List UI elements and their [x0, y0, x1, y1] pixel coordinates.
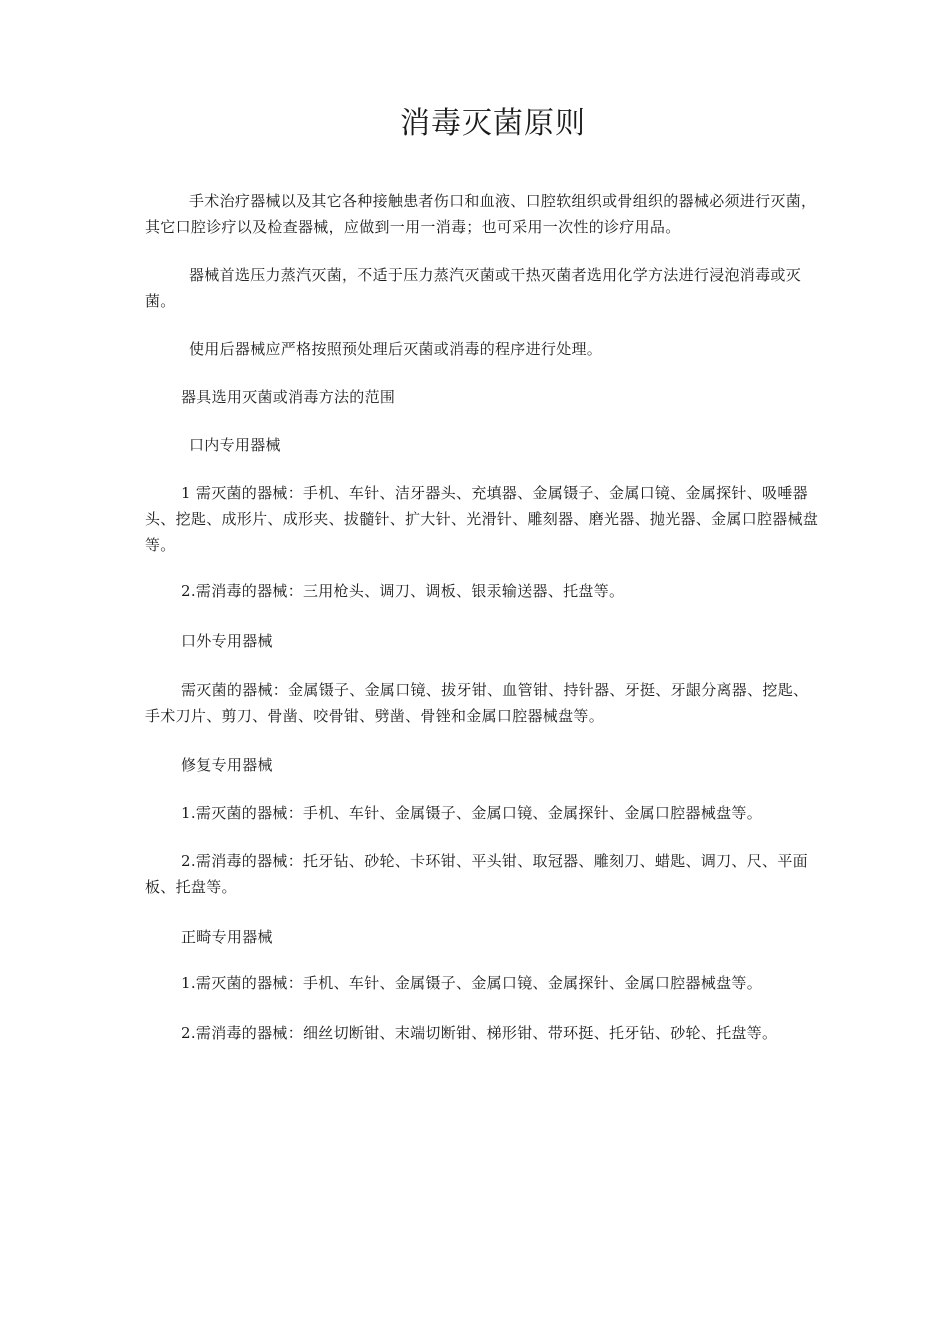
- paragraph-orthodontic-disinfect: 2.需消毒的器械：细丝切断钳、末端切断钳、梯形钳、带环挺、托牙钻、砂轮、托盘等。: [181, 1024, 778, 1042]
- section-heading-extraoral: 口外专用器械: [181, 632, 273, 650]
- document-title: 消毒灭菌原则: [400, 106, 586, 141]
- paragraph-intraoral-disinfect: 2.需消毒的器械：三用枪头、调刀、调板、银汞输送器、托盘等。: [181, 582, 625, 600]
- paragraph-processing-procedure: 使用后器械应严格按照预处理后灭菌或消毒的程序进行处理。: [189, 340, 603, 358]
- section-heading-orthodontic: 正畸专用器械: [181, 928, 273, 946]
- paragraph-intraoral-sterilize: 1 需灭菌的器械：手机、车针、洁牙器头、充填器、金属镊子、金属口镜、金属探针、吸唾器头、挖匙、成形片、成形夹、拔髓针、扩大针、光滑针、雕刻器、磨光器、抛光器、金属口腔器械盘等。: [145, 484, 819, 554]
- section-heading-method-range: 器具选用灭菌或消毒方法的范围: [181, 388, 396, 406]
- paragraph-preferred-method: 器械首选压力蒸汽灭菌，不适于压力蒸汽灭菌或干热灭菌者选用化学方法进行浸泡消毒或灭菌。: [145, 266, 802, 310]
- section-heading-intraoral: 口内专用器械: [189, 436, 281, 454]
- section-heading-prosthodontic: 修复专用器械: [181, 756, 273, 774]
- paragraph-orthodontic-sterilize: 1.需灭菌的器械：手机、车针、金属镊子、金属口镜、金属探针、金属口腔器械盘等。: [181, 974, 763, 992]
- paragraph-extraoral-sterilize: 需灭菌的器械：金属镊子、金属口镜、拔牙钳、血管钳、持针器、牙挺、牙龈分离器、挖匙、手术刀片、剪刀、骨凿、咬骨钳、劈凿、骨锉和金属口腔器械盘等。: [145, 681, 809, 725]
- paragraph-sterilization-scope: 手术治疗器械以及其它各种接触患者伤口和血液、口腔软组织或骨组织的器械必须进行灭菌，其它口腔诊疗以及检查器械，应做到一用一消毒；也可采用一次性的诊疗用品。: [145, 192, 817, 236]
- paragraph-prosthodontic-sterilize: 1.需灭菌的器械：手机、车针、金属镊子、金属口镜、金属探针、金属口腔器械盘等。: [181, 804, 763, 822]
- paragraph-prosthodontic-disinfect: 2.需消毒的器械：托牙钻、砂轮、卡环钳、平头钳、取冠器、雕刻刀、蜡匙、调刀、尺、平面板、托盘等。: [145, 852, 808, 896]
